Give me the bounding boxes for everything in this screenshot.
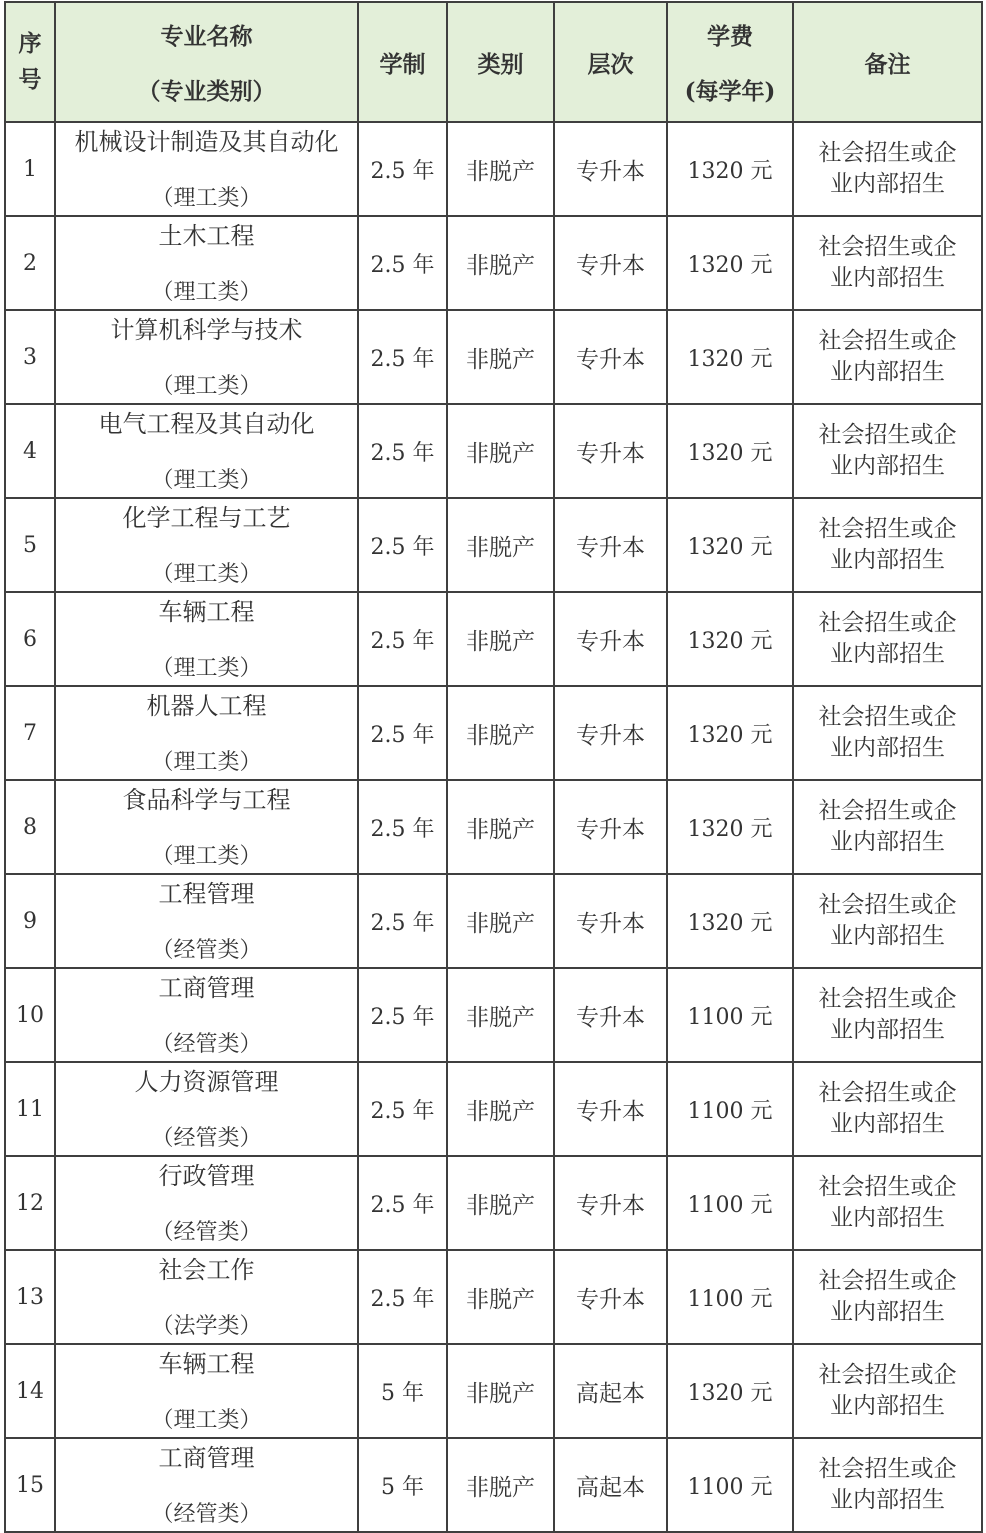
row-fee: 1100 元 <box>667 1250 793 1344</box>
row-note-line2: 业内部招生 <box>830 265 945 291</box>
row-type: 非脱产 <box>447 498 554 592</box>
row-major <box>55 1156 358 1250</box>
row-major-name: 化学工程与工艺 <box>122 504 291 532</box>
header-name <box>55 2 358 122</box>
row-seq: 15 <box>5 1438 55 1532</box>
row-major-name: 工程管理 <box>158 880 255 908</box>
header-fee-sub: (每学年) <box>684 78 776 105</box>
row-fee: 1100 元 <box>667 968 793 1062</box>
table-row <box>5 780 982 874</box>
row-major <box>55 216 358 310</box>
row-fee: 1320 元 <box>667 592 793 686</box>
row-note-line2: 业内部招生 <box>830 171 945 197</box>
row-seq: 4 <box>5 404 55 498</box>
row-type: 非脱产 <box>447 1344 554 1438</box>
row-fee: 1320 元 <box>667 404 793 498</box>
row-note-line2: 业内部招生 <box>830 1017 945 1043</box>
row-type: 非脱产 <box>447 122 554 216</box>
row-note-line1: 社会招生或企 <box>818 1174 957 1200</box>
row-major <box>55 592 358 686</box>
row-level: 专升本 <box>554 1156 667 1250</box>
row-note-line1: 社会招生或企 <box>818 610 957 636</box>
row-fee: 1100 元 <box>667 1438 793 1532</box>
row-major-category: （经管类） <box>151 1502 262 1527</box>
row-major <box>55 1344 358 1438</box>
row-note-line1: 社会招生或企 <box>818 1268 957 1294</box>
row-note-line2: 业内部招生 <box>830 735 945 761</box>
row-note-line2: 业内部招生 <box>830 1299 945 1325</box>
table-row <box>5 1250 982 1344</box>
header-row <box>5 2 982 122</box>
row-major <box>55 310 358 404</box>
row-note-line1: 社会招生或企 <box>818 704 957 730</box>
row-fee: 1320 元 <box>667 874 793 968</box>
row-major-category: （理工类） <box>151 280 262 305</box>
row-note-line1: 社会招生或企 <box>818 798 957 824</box>
row-major-category: （理工类） <box>151 562 262 587</box>
row-duration: 2.5 年 <box>358 874 447 968</box>
row-fee: 1100 元 <box>667 1062 793 1156</box>
row-seq: 11 <box>5 1062 55 1156</box>
row-major-name: 机器人工程 <box>146 692 267 720</box>
header-duration-label: 学制 <box>379 50 426 78</box>
header-level <box>554 2 667 122</box>
row-major <box>55 780 358 874</box>
row-note-line1: 社会招生或企 <box>818 892 957 918</box>
row-major <box>55 874 358 968</box>
row-major-category: （法学类） <box>151 1314 262 1339</box>
row-type: 非脱产 <box>447 216 554 310</box>
row-major <box>55 122 358 216</box>
row-level: 专升本 <box>554 968 667 1062</box>
row-seq: 12 <box>5 1156 55 1250</box>
row-note <box>793 1250 982 1344</box>
row-level: 专升本 <box>554 686 667 780</box>
header-name-sub: （专业类别） <box>137 78 276 105</box>
row-major-name: 工商管理 <box>158 1444 255 1472</box>
row-note-line1: 社会招生或企 <box>818 140 957 166</box>
row-note-line2: 业内部招生 <box>830 453 945 479</box>
header-fee <box>667 2 793 122</box>
row-note <box>793 1438 982 1532</box>
table-row <box>5 592 982 686</box>
row-type: 非脱产 <box>447 404 554 498</box>
row-fee: 1320 元 <box>667 686 793 780</box>
row-major-name: 工商管理 <box>158 974 255 1002</box>
row-note-line2: 业内部招生 <box>830 1205 945 1231</box>
row-seq: 13 <box>5 1250 55 1344</box>
row-note-line2: 业内部招生 <box>830 359 945 385</box>
row-note <box>793 1344 982 1438</box>
row-duration: 2.5 年 <box>358 1062 447 1156</box>
row-major-name: 计算机科学与技术 <box>110 316 303 344</box>
header-seq-label: 序号 <box>18 30 42 93</box>
row-duration: 2.5 年 <box>358 404 447 498</box>
row-major-category: （理工类） <box>151 1408 262 1433</box>
row-note <box>793 592 982 686</box>
majors-table <box>4 1 983 1533</box>
row-duration: 2.5 年 <box>358 780 447 874</box>
row-seq: 8 <box>5 780 55 874</box>
row-level: 专升本 <box>554 780 667 874</box>
row-seq: 2 <box>5 216 55 310</box>
row-note-line1: 社会招生或企 <box>818 1080 957 1106</box>
row-type: 非脱产 <box>447 780 554 874</box>
row-note-line2: 业内部招生 <box>830 641 945 667</box>
row-type: 非脱产 <box>447 592 554 686</box>
table-row <box>5 216 982 310</box>
row-seq: 14 <box>5 1344 55 1438</box>
row-major-category: （经管类） <box>151 1126 262 1151</box>
row-type: 非脱产 <box>447 874 554 968</box>
row-major <box>55 1250 358 1344</box>
row-level: 专升本 <box>554 498 667 592</box>
table-row <box>5 498 982 592</box>
row-major <box>55 498 358 592</box>
row-note-line2: 业内部招生 <box>830 829 945 855</box>
header-type-label: 类别 <box>477 50 524 78</box>
row-major <box>55 1062 358 1156</box>
row-note-line2: 业内部招生 <box>830 923 945 949</box>
row-type: 非脱产 <box>447 968 554 1062</box>
row-duration: 2.5 年 <box>358 498 447 592</box>
row-major-category: （经管类） <box>151 1220 262 1245</box>
table-row <box>5 874 982 968</box>
row-note <box>793 874 982 968</box>
table-row <box>5 1438 982 1532</box>
row-major-name: 行政管理 <box>158 1162 255 1190</box>
row-fee: 1320 元 <box>667 498 793 592</box>
row-seq: 6 <box>5 592 55 686</box>
header-note-label: 备注 <box>864 50 911 78</box>
row-note <box>793 1156 982 1250</box>
row-duration: 2.5 年 <box>358 686 447 780</box>
row-note <box>793 686 982 780</box>
row-duration: 2.5 年 <box>358 310 447 404</box>
row-duration: 2.5 年 <box>358 968 447 1062</box>
row-level: 专升本 <box>554 216 667 310</box>
row-major-category: （经管类） <box>151 938 262 963</box>
row-level: 专升本 <box>554 592 667 686</box>
row-major-name: 机械设计制造及其自动化 <box>74 128 339 156</box>
row-note <box>793 122 982 216</box>
header-duration <box>358 2 447 122</box>
table-row <box>5 1344 982 1438</box>
row-major-name: 食品科学与工程 <box>122 786 291 814</box>
row-level: 专升本 <box>554 1062 667 1156</box>
row-duration: 2.5 年 <box>358 122 447 216</box>
row-note <box>793 780 982 874</box>
row-note-line1: 社会招生或企 <box>818 328 957 354</box>
row-major-category: （理工类） <box>151 844 262 869</box>
row-seq: 5 <box>5 498 55 592</box>
table-header <box>5 2 982 122</box>
header-note <box>793 2 982 122</box>
row-level: 专升本 <box>554 310 667 404</box>
row-note-line2: 业内部招生 <box>830 1487 945 1513</box>
row-note-line2: 业内部招生 <box>830 1111 945 1137</box>
row-duration: 5 年 <box>358 1344 447 1438</box>
header-fee-main: 学费 <box>707 23 753 50</box>
row-level: 专升本 <box>554 122 667 216</box>
row-major-category: （理工类） <box>151 374 262 399</box>
row-major-category: （经管类） <box>151 1032 262 1057</box>
table-row <box>5 1156 982 1250</box>
row-level: 专升本 <box>554 404 667 498</box>
row-note-line1: 社会招生或企 <box>818 986 957 1012</box>
row-note <box>793 216 982 310</box>
row-type: 非脱产 <box>447 686 554 780</box>
row-level: 专升本 <box>554 1250 667 1344</box>
row-major-name: 社会工作 <box>158 1256 255 1284</box>
row-fee: 1100 元 <box>667 1156 793 1250</box>
row-fee: 1320 元 <box>667 1344 793 1438</box>
row-level: 专升本 <box>554 874 667 968</box>
row-major-category: （理工类） <box>151 750 262 775</box>
row-duration: 5 年 <box>358 1438 447 1532</box>
row-note-line1: 社会招生或企 <box>818 516 957 542</box>
row-major-name: 车辆工程 <box>158 598 255 626</box>
row-note <box>793 498 982 592</box>
header-level-label: 层次 <box>587 50 634 78</box>
row-major-category: （理工类） <box>151 656 262 681</box>
row-seq: 7 <box>5 686 55 780</box>
table-row <box>5 122 982 216</box>
row-fee: 1320 元 <box>667 780 793 874</box>
row-note-line1: 社会招生或企 <box>818 422 957 448</box>
row-fee: 1320 元 <box>667 122 793 216</box>
row-major-name: 土木工程 <box>158 222 255 250</box>
table-row <box>5 968 982 1062</box>
row-major <box>55 686 358 780</box>
row-seq: 3 <box>5 310 55 404</box>
table-row <box>5 686 982 780</box>
row-type: 非脱产 <box>447 310 554 404</box>
row-seq: 1 <box>5 122 55 216</box>
row-major <box>55 404 358 498</box>
row-note <box>793 404 982 498</box>
row-type: 非脱产 <box>447 1062 554 1156</box>
row-type: 非脱产 <box>447 1438 554 1532</box>
row-major <box>55 1438 358 1532</box>
row-fee: 1320 元 <box>667 216 793 310</box>
row-fee: 1320 元 <box>667 310 793 404</box>
row-type: 非脱产 <box>447 1156 554 1250</box>
row-major-name: 人力资源管理 <box>134 1068 279 1096</box>
row-duration: 2.5 年 <box>358 216 447 310</box>
row-note-line1: 社会招生或企 <box>818 234 957 260</box>
row-note-line2: 业内部招生 <box>830 547 945 573</box>
row-duration: 2.5 年 <box>358 1250 447 1344</box>
row-seq: 10 <box>5 968 55 1062</box>
header-type <box>447 2 554 122</box>
row-major <box>55 968 358 1062</box>
table-row <box>5 310 982 404</box>
row-level: 高起本 <box>554 1438 667 1532</box>
row-type: 非脱产 <box>447 1250 554 1344</box>
row-note-line1: 社会招生或企 <box>818 1362 957 1388</box>
row-note-line1: 社会招生或企 <box>818 1456 957 1482</box>
row-major-category: （理工类） <box>151 186 262 211</box>
header-seq <box>5 2 55 122</box>
row-note <box>793 1062 982 1156</box>
row-major-name: 电气工程及其自动化 <box>98 410 315 438</box>
table-row <box>5 1062 982 1156</box>
row-level: 高起本 <box>554 1344 667 1438</box>
header-name-main: 专业名称 <box>160 23 253 50</box>
table-body <box>5 122 982 1532</box>
row-note <box>793 310 982 404</box>
row-duration: 2.5 年 <box>358 592 447 686</box>
row-duration: 2.5 年 <box>358 1156 447 1250</box>
row-major-name: 车辆工程 <box>158 1350 255 1378</box>
row-seq: 9 <box>5 874 55 968</box>
row-note-line2: 业内部招生 <box>830 1393 945 1419</box>
row-note <box>793 968 982 1062</box>
table-row <box>5 404 982 498</box>
row-major-category: （理工类） <box>151 468 262 493</box>
